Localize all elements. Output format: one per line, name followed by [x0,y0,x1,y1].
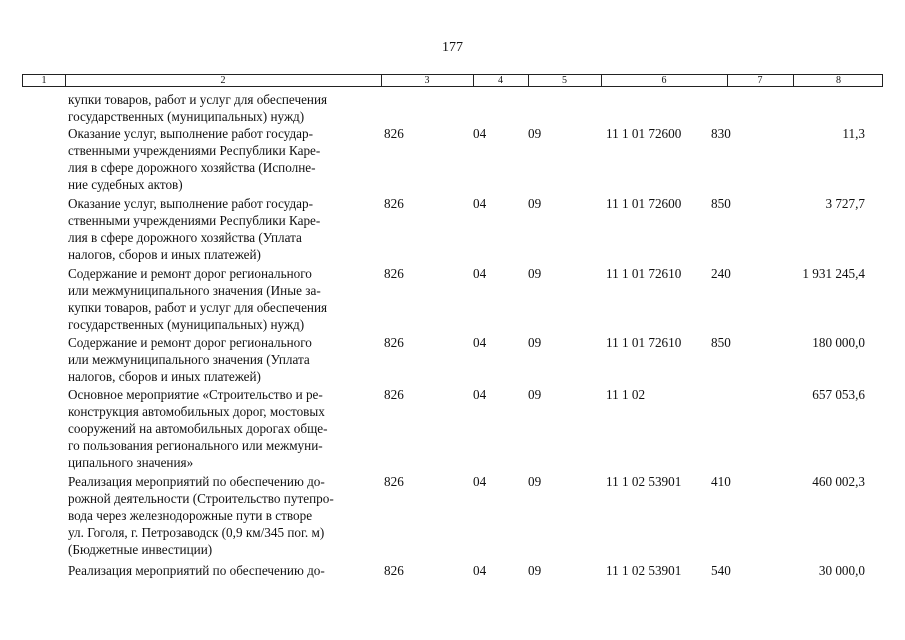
col-5-code: 09 [528,335,542,350]
row-description: Реализация мероприятий по обеспечению до- [68,563,325,578]
col-3-code: 826 [384,126,404,141]
col-8-amount: 180 000,0 [812,335,865,350]
header-col-5: 5 [562,75,567,86]
col-8-amount: 460 002,3 [812,474,865,489]
header-col-1: 1 [41,75,47,86]
row-description: Содержание и ремонт дорог регионального или межмуниципального значения (Иные за- купки товаров, работ и услуг для обеспечения государственных (муниципальных) нужд) [68,266,328,332]
col-4-code: 04 [473,387,487,402]
col-4-code: 04 [473,196,487,211]
page-number: 177 [442,40,463,55]
col-7-code: 850 [711,196,731,211]
col-8-amount: 1 931 245,4 [802,266,865,281]
col-3-code: 826 [384,387,404,402]
col-5-code: 09 [528,387,542,402]
col-8-amount: 657 053,6 [812,387,865,402]
header-col-4: 4 [498,75,503,86]
col-7-code: 540 [711,563,731,578]
col-4-code: 04 [473,335,487,350]
row-description: Реализация мероприятий по обеспечению до- рожной деятельности (Строительство путепро- вода через железнодорожные пути в створе ул. Гоголя, г. Петрозаводск (0,9 км/345 пог. м) (Бюджетные инвестиции) [68,474,334,557]
col-4-code: 04 [473,126,487,141]
table-header [22,74,883,87]
col-4-code: 04 [473,563,487,578]
col-4-code: 04 [473,474,487,489]
row-description: Содержание и ремонт дорог регионального или межмуниципального значения (Уплата налогов, сборов и иных платежей) [68,335,312,384]
row-description: Основное мероприятие «Строительство и ре- конструкция автомобильных дорог, мостовых сооружений на автомобильных дорогах обще- го пользования регионального или межмуни- ципального значения» [68,387,328,470]
col-6-code: 11 1 01 72600 [606,196,682,211]
col-5-code: 09 [528,563,542,578]
col-5-code: 09 [528,196,542,211]
col-7-code: 830 [711,126,731,141]
col-6-code: 11 1 01 72600 [606,126,682,141]
header-col-3: 3 [424,75,430,86]
col-5-code: 09 [528,474,542,489]
col-5-code: 09 [528,266,542,281]
col-4-code: 04 [473,266,487,281]
col-6-code: 11 1 01 72610 [606,266,682,281]
col-6-code: 11 1 02 [606,387,646,402]
header-col-7: 7 [757,75,763,86]
col-3-code: 826 [384,196,404,211]
row-description: купки товаров, работ и услуг для обеспечения государственных (муниципальных) нужд) [68,92,328,124]
row-description: Оказание услуг, выполнение работ государ- ственными учреждениями Республики Каре- лия в сфере дорожного хозяйства (Исполне- ние судебных актов) [68,126,321,192]
header-col-6: 6 [661,75,667,86]
header-col-2: 2 [220,75,226,86]
col-7-code: 240 [711,266,731,281]
col-6-code: 11 1 02 53901 [606,563,682,578]
header-col-8: 8 [836,75,841,86]
col-3-code: 826 [384,474,404,489]
col-8-amount: 3 727,7 [825,196,865,211]
col-8-amount: 30 000,0 [818,563,865,578]
row-description: Оказание услуг, выполнение работ государ- ственными учреждениями Республики Каре- лия в сфере дорожного хозяйства (Уплата налогов, сборов и иных платежей) [68,196,321,262]
col-6-code: 11 1 02 53901 [606,474,682,489]
col-5-code: 09 [528,126,542,141]
col-3-code: 826 [384,266,404,281]
col-3-code: 826 [384,563,404,578]
col-7-code: 850 [711,335,731,350]
col-6-code: 11 1 01 72610 [606,335,682,350]
col-7-code: 410 [711,474,731,489]
col-8-amount: 11,3 [842,126,865,141]
col-3-code: 826 [384,335,404,350]
